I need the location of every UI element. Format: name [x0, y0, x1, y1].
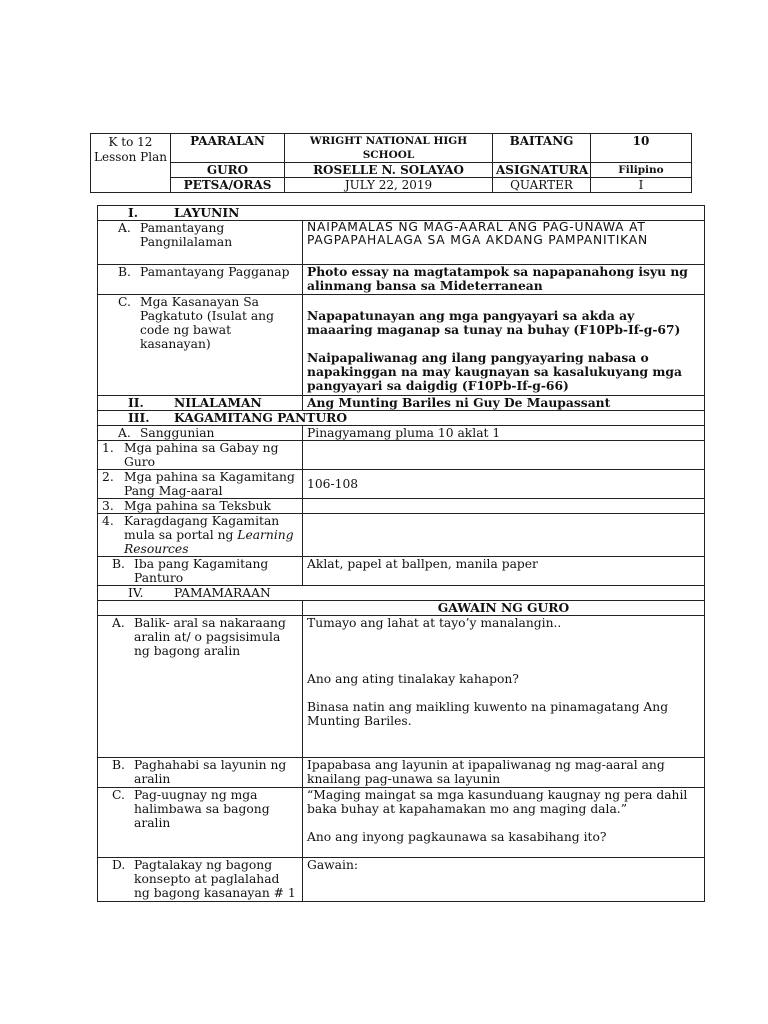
baitang-label: BAITANG: [493, 134, 591, 163]
c4-line1: “Maging maingat sa mga kasunduang kaugnay ng pera dahil baka buhay at kapahamakan mo ang maging dala.”: [307, 788, 688, 816]
row-label-b3: [98, 557, 303, 586]
row-label-r4: [98, 514, 303, 557]
a4-line2: Ano ang ating tinalakay kahapon?: [307, 672, 519, 686]
row-label-r2: [98, 470, 303, 499]
lesson-plan-table: [97, 205, 705, 902]
r4-value: [303, 514, 705, 557]
c4-line2: Ano ang inyong pagkaunawa sa kasabihang ito?: [307, 830, 607, 844]
row-label: Pamantayang Pagganap: [140, 265, 290, 279]
baitang-value: 10: [591, 134, 692, 163]
row-label: Mga pahina sa Kagamitang Pang Mag-aaral: [124, 470, 295, 498]
row-label: Paghahabi sa layunin ng aralin: [134, 758, 287, 786]
paaralan-label: PAARALAN: [171, 134, 285, 163]
row-label-a4: [98, 616, 303, 758]
row-value-b1: Photo essay na magtatampok sa napapanahong isyu ng alinmang bansa sa Mideterranean: [303, 265, 705, 295]
section-number: II.: [128, 395, 144, 410]
r2-value: 106-108: [303, 470, 705, 499]
a4-line1: Tumayo ang lahat at tayo’y manalangin..: [307, 616, 562, 630]
lesson-header-table: [90, 133, 692, 193]
gawain-ng-guro-header: GAWAIN NG GURO: [303, 601, 705, 616]
sanggunian-value: Pinagyamang pluma 10 aklat 1: [303, 426, 705, 441]
row-letter: A.: [112, 616, 125, 630]
row-letter: A.: [118, 426, 131, 440]
r3-value: [303, 499, 705, 514]
a4-value: [303, 616, 705, 758]
b4-value: Ipapabasa ang layunin at ipapaliwanag ng mag-aaral ang knailang pag-unawa sa layunin: [303, 758, 705, 788]
row-letter: A.: [118, 221, 131, 235]
gawain-header-blank: [98, 601, 303, 616]
lesson-plan-cell: [91, 134, 171, 193]
lesson-plan-line1: K to 12: [108, 135, 153, 149]
row-label: Mga Kasanayan Sa Pagkatuto (Isulat ang code ng bawat kasanayan): [140, 295, 274, 351]
section-title: PAMAMARAAN: [174, 586, 271, 600]
row-label-b1: [98, 265, 303, 295]
row-letter: B.: [112, 758, 125, 772]
row-label: Mga pahina sa Teksbuk: [124, 499, 271, 513]
row-label: Mga pahina sa Gabay ng Guro: [124, 441, 279, 469]
row-label: Pagtalakay ng bagong konsepto at paglalahad ng bagong kasanayan # 1: [134, 858, 296, 900]
row-label-c1: [98, 295, 303, 396]
row-letter: D.: [112, 858, 126, 872]
row-label-italic: Learning Resources: [124, 528, 294, 556]
row-label-c4: [98, 788, 303, 858]
section-layunin: [98, 206, 705, 221]
row-label-r3: [98, 499, 303, 514]
section-kagamitang-panturo: [98, 411, 705, 426]
quarter-value: I: [591, 178, 692, 193]
row-number: 3.: [102, 499, 114, 513]
asignatura-value: Filipino: [591, 163, 692, 178]
section-title: NILALAMAN: [174, 395, 262, 410]
row-letter: C.: [118, 295, 131, 309]
row-label-b4: [98, 758, 303, 788]
row-number: 2.: [102, 470, 114, 484]
section-nilalaman: [98, 396, 303, 411]
section-title: KAGAMITANG PANTURO: [174, 410, 348, 425]
guro-value: ROSELLE N. SOLAYAO: [285, 163, 493, 178]
kasanayan-2: Naipapaliwanag ang ilang pangyayaring nabasa o napakinggan na may kaugnayan sa kasalukuyang mga pangyayari sa daigdig (F10Pb-If-g-66): [307, 350, 682, 393]
row-label: Pag-uugnay ng mga halimbawa sa bagong aralin: [134, 788, 270, 830]
r1-value: [303, 441, 705, 470]
c4-value: [303, 788, 705, 858]
section-number: IV.: [128, 586, 144, 600]
asignatura-label: ASIGNATURA: [493, 163, 591, 178]
d4-value: Gawain:: [303, 858, 705, 902]
row-label-r1: [98, 441, 303, 470]
lesson-plan-line2: Lesson Plan: [94, 150, 167, 164]
row-label: Balik- aral sa nakaraang aralin at/ o pagsisimula ng bagong aralin: [134, 616, 286, 658]
quarter-label: QUARTER: [493, 178, 591, 193]
petsa-value: JULY 22, 2019: [285, 178, 493, 193]
row-label: Sanggunian: [140, 426, 215, 440]
row-value-a1: NAIPAMALAS NG MAG-AARAL ANG PAG-UNAWA AT PAGPAPAHALAGA SA MGA AKDANG PAMPANITIKAN: [303, 221, 705, 265]
section-title: LAYUNIN: [174, 205, 240, 220]
row-number: 1.: [102, 441, 114, 455]
section-number: I.: [128, 205, 139, 220]
row-letter: B.: [112, 557, 125, 571]
row-number: 4.: [102, 514, 114, 528]
row-label: Iba pang Kagamitang Panturo: [134, 557, 269, 585]
row-label-a1: [98, 221, 303, 265]
nilalaman-value: Ang Munting Bariles ni Guy De Maupassant: [303, 396, 705, 411]
row-label-d4: [98, 858, 303, 902]
a4-line3: Binasa natin ang maikling kuwento na pinamagatang Ang Munting Bariles.: [307, 700, 669, 728]
row-label: Karagdagang Kagamitan mula sa portal ng: [124, 514, 280, 542]
kasanayan-1: Napapatunayan ang mga pangyayari sa akda ay maaaring maganap sa tunay na buhay (F10Pb-If-g-67): [307, 308, 681, 337]
b3-value: Aklat, papel at ballpen, manila paper: [303, 557, 705, 586]
guro-label: GURO: [171, 163, 285, 178]
petsa-label: PETSA/ORAS: [171, 178, 285, 193]
row-value-c1: [303, 295, 705, 396]
section-number: III.: [128, 410, 150, 425]
row-label-sanggunian: [98, 426, 303, 441]
row-letter: B.: [118, 265, 131, 279]
section-pamamaraan: [98, 586, 705, 601]
paaralan-value: WRIGHT NATIONAL HIGH SCHOOL: [285, 134, 493, 163]
row-letter: C.: [112, 788, 125, 802]
row-label: Pamantayang Pangnilalaman: [140, 221, 233, 249]
